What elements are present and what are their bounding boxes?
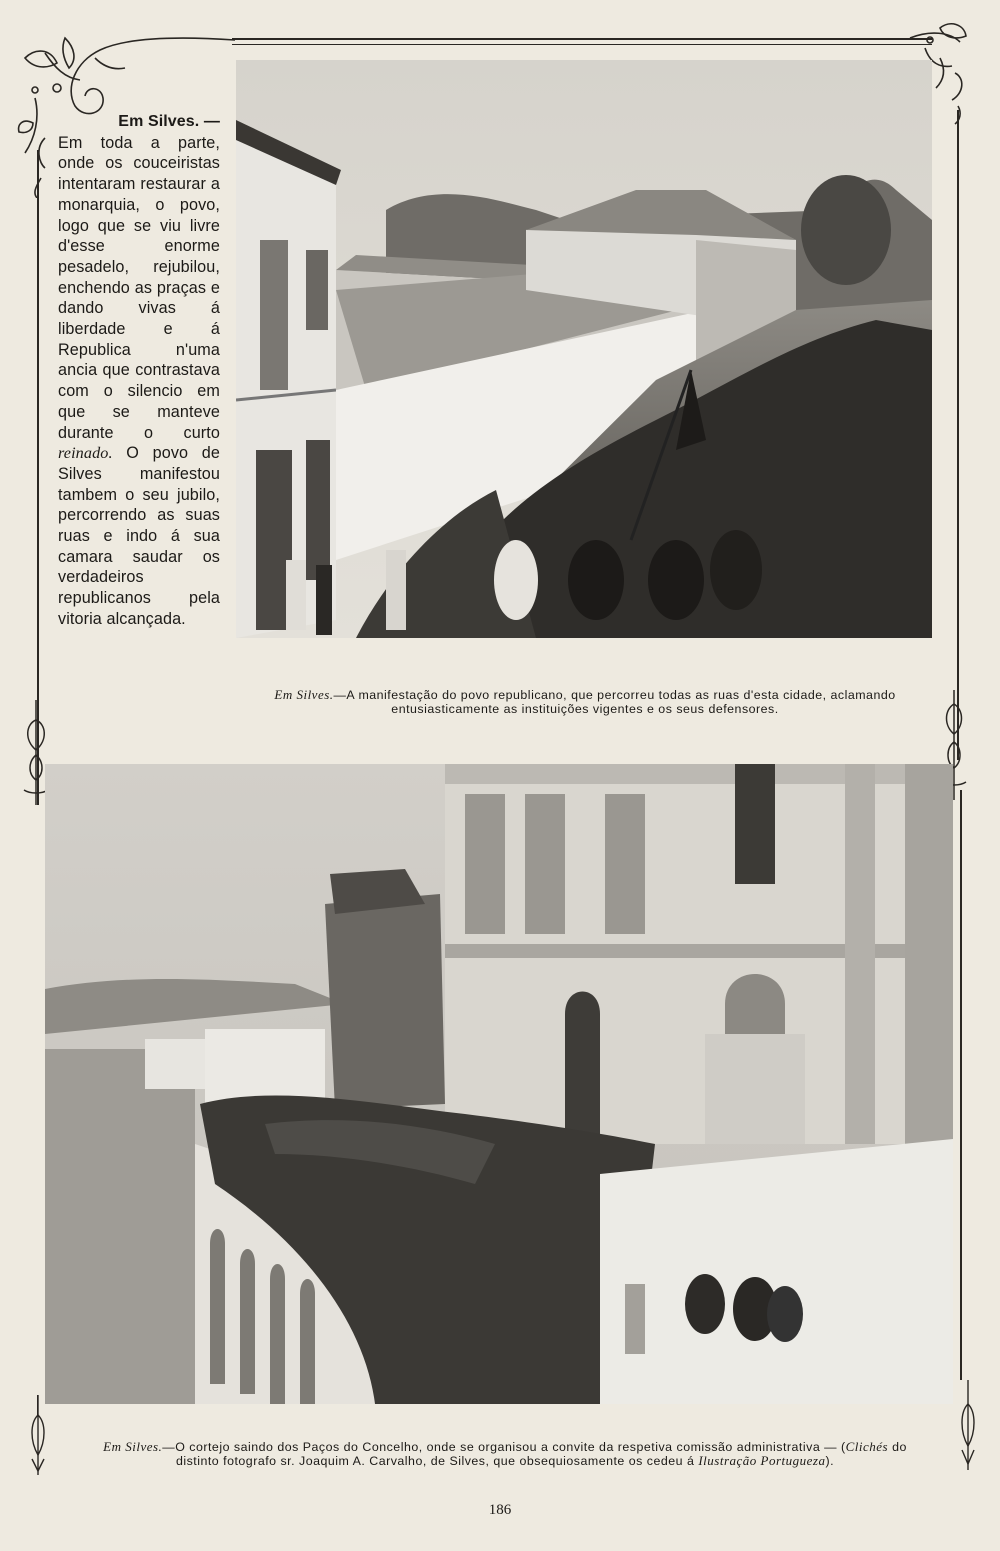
right-border-line-lower bbox=[960, 790, 962, 1380]
town-hall-crowd-photo-icon bbox=[45, 764, 953, 1404]
bottom-caption-text-2: do distinto fotografo sr. Joaquim A. Carvalho, de Silves, que obsequiosamente os cedeu á bbox=[175, 1440, 907, 1468]
town-hall-crowd-photo bbox=[45, 764, 953, 1404]
article-heading: Em Silves. — bbox=[118, 113, 220, 130]
street-procession-photo bbox=[236, 60, 932, 638]
article-body-end: O povo de Silves manifestou tambem o seu jubilo, percorrendo as suas ruas e indo á sua camara saudar os verdadeiros republicanos pela vitoria alcançada. bbox=[58, 444, 220, 628]
article-body-italic: reinado. bbox=[58, 444, 113, 463]
street-procession-photo-icon bbox=[236, 60, 932, 638]
top-border-line bbox=[232, 38, 932, 40]
bottom-caption-cliches: Clichés bbox=[845, 1439, 889, 1454]
bottom-caption-place: Em Silves. bbox=[103, 1439, 163, 1454]
bottom-caption-text-1: —O cortejo saindo dos Paços do Concelho, onde se organisou a convite da respetiva comissão administrativa — ( bbox=[162, 1440, 846, 1454]
top-caption-text: —A manifestação do povo republicano, que percorreu todas as ruas d'esta cidade, aclamando entusiasticamente as instituições vigentes e os seus defensores. bbox=[333, 688, 896, 716]
bottom-caption-magazine: Ilustração Portugueza bbox=[698, 1453, 826, 1468]
right-border-line-upper bbox=[957, 110, 959, 760]
page-number: 186 bbox=[488, 1502, 512, 1518]
article-text bbox=[58, 112, 220, 630]
bottom-photo-caption bbox=[100, 1440, 910, 1468]
article-body-start: Em toda a parte, onde os couceiristas intentaram restaurar a monarquia, o povo, logo que se viu livre d'esse enorme pesadelo, rejubilou, enchendo as praças e dando vivas á liberdade e á Republica n'uma ancia que contrastava com o silencio em que se manteve durante o curto bbox=[58, 133, 220, 442]
floral-ornament-right-bottom-icon bbox=[956, 1380, 980, 1470]
top-caption-place: Em Silves. bbox=[274, 687, 334, 702]
floral-ornament-left-bottom-icon bbox=[26, 1395, 50, 1475]
top-photo-caption bbox=[240, 688, 930, 716]
bottom-caption-text-3: ). bbox=[825, 1454, 835, 1468]
top-border-line-secondary bbox=[232, 44, 932, 45]
